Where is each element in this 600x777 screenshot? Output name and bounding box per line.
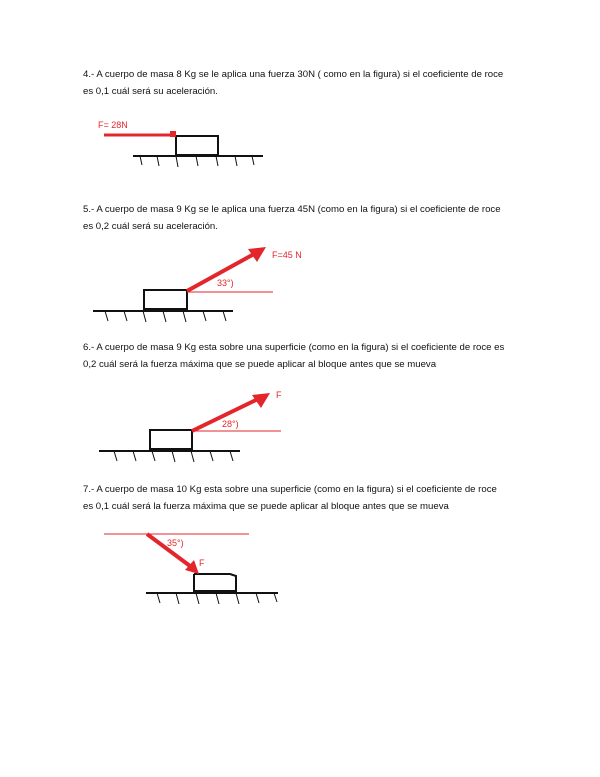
problem-7-line1: 7.- A cuerpo de masa 10 Kg esta sobre una superficie (como en la figura) si el coeficiente de roce — [83, 484, 497, 495]
problem-4-line2: es 0,1 cuál será su aceleración. — [83, 86, 218, 97]
problem-6-line2: 0,2 cuál será la fuerza máxima que se puede aplicar al bloque antes que se mueva — [83, 359, 437, 370]
angle-label: 28°) — [222, 419, 239, 429]
force-label: F=45 N — [272, 250, 302, 260]
angle-label: 33°) — [217, 278, 234, 288]
force-label: F — [199, 558, 205, 568]
problem-7-line2: es 0,1 cuál será la fuerza máxima que se puede aplicar al bloque antes que se mueva — [83, 501, 449, 512]
problem-5-line2: es 0,2 cuál será su aceleración. — [83, 221, 218, 232]
block — [194, 574, 236, 591]
problem-6-line1: 6.- A cuerpo de masa 9 Kg esta sobre una superficie (como en la figura) si el coeficiente de roce es — [83, 342, 505, 353]
problem-4-line1: 4.- A cuerpo de masa 8 Kg se le aplica una fuerza 30N ( como en la figura) si el coeficiente de roce — [83, 69, 504, 80]
problem-5-line1: 5.- A cuerpo de masa 9 Kg se le aplica una fuerza 45N (como en la figura) si el coeficiente de roce — [83, 204, 501, 215]
force-label: F= 28N — [98, 120, 128, 130]
angle-label: 35°) — [167, 538, 184, 548]
force-label: F — [276, 390, 282, 400]
